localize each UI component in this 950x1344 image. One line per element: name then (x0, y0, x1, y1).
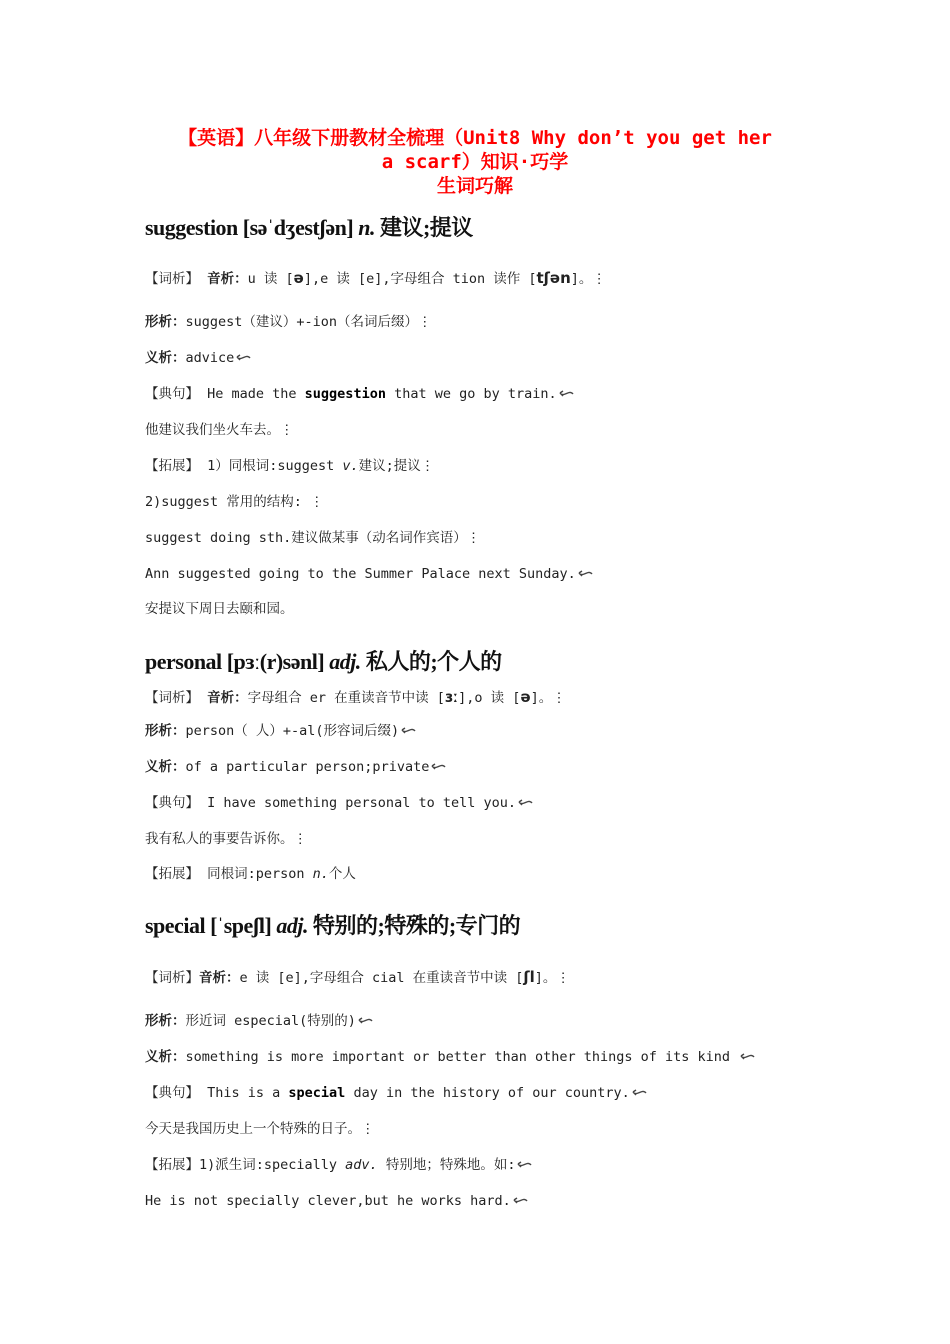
analysis-label: 【词析】 (145, 271, 199, 287)
extension-line (145, 1155, 532, 1175)
headword-meaning: 私人的;个人的 (365, 649, 502, 674)
extension-line (145, 1191, 528, 1211)
example-text: He made the (199, 386, 305, 402)
paragraph-return-mark-icon (631, 1088, 647, 1098)
headword-phonetic: [pɜː(r)sənl] (226, 649, 325, 674)
example-text: day in the history of our country. (345, 1085, 630, 1101)
sound-label: 音析： (207, 690, 248, 706)
sense-line (145, 1047, 755, 1067)
example-text: This is a (199, 1085, 289, 1101)
sense-line (145, 757, 446, 777)
headword-meaning: 特别的;特殊的;专门的 (313, 913, 521, 938)
phonetic-symbol: ɜː (444, 688, 459, 706)
paragraph-return-mark-icon (430, 762, 446, 772)
phonetic-symbol: ʃl (523, 968, 535, 986)
headword-phonetic: [ˈspeʃl] (210, 913, 272, 938)
headword-pos: adj. (329, 649, 361, 674)
analysis-line (145, 687, 566, 708)
extension-label: 【拓展】 (145, 458, 199, 474)
extension-line (145, 456, 434, 476)
extension-text: 1）同根词:suggest (199, 458, 343, 474)
example-line (145, 384, 574, 404)
example-label: 【典句】 (145, 386, 199, 402)
extension-text: 特别地；特殊地。如: (377, 1157, 516, 1173)
headword-special (145, 909, 520, 940)
extension-label: 【拓展】 (145, 866, 199, 882)
extension-text: He is not specially clever,but he works hard. (145, 1193, 511, 1209)
sound-text: ]。⋮ (534, 970, 570, 986)
paragraph-return-mark-icon (739, 1052, 755, 1062)
example-translation: 今天是我国历史上一个特殊的日子。⋮ (145, 1121, 375, 1137)
headword-suggestion (145, 211, 473, 242)
sound-label: 音析： (199, 970, 240, 986)
example-text: that we go by train. (385, 386, 557, 402)
example-text: I have something personal to tell you. (199, 795, 516, 811)
phonetic-symbol: ə (520, 688, 531, 706)
extension-line: 安提议下周日去颐和园。 (145, 601, 294, 617)
form-text: person（ 人）+-al(形容词后缀) (185, 723, 400, 739)
form-text: suggest（建议）+-ion（名词后缀）⋮ (185, 314, 432, 330)
form-line (145, 721, 416, 741)
extension-pos: v. (342, 458, 359, 474)
sound-text: ],o 读 [ (458, 690, 521, 706)
extension-text: Ann suggested going to the Summer Palace next Sunday. (145, 566, 576, 582)
headword-meaning: 建议;提议 (379, 215, 473, 240)
headword-text: suggestion (145, 215, 238, 240)
paragraph-return-mark-icon (577, 569, 593, 579)
analysis-label: 【词析】 (145, 970, 199, 986)
paragraph-return-mark-icon (558, 389, 574, 399)
sound-text: e 读 [e],字母组合 cial 在重读音节中读 [ (239, 970, 524, 986)
sound-text: ],e 读 [e],字母组合 tion 读作 [ (303, 271, 537, 287)
extension-line (145, 864, 356, 884)
headword-personal (145, 645, 502, 676)
sound-text: u 读 [ (247, 271, 294, 287)
headword-pos: n. (358, 215, 375, 240)
extension-line (145, 564, 593, 584)
paragraph-return-mark-icon (400, 726, 416, 736)
extension-pos: n. (312, 866, 329, 882)
sound-label: 音析： (207, 271, 248, 287)
headword-pos: adj. (276, 913, 308, 938)
sound-text: ]。⋮ (570, 271, 606, 287)
example-keyword: special (288, 1085, 346, 1101)
paragraph-return-mark-icon (357, 1016, 373, 1026)
section-heading: 生词巧解 (436, 175, 513, 197)
analysis-line (145, 967, 570, 988)
document-title-line-1: 【英语】八年级下册教材全梳理（Unit8 Why don’t you get her (178, 127, 772, 149)
sense-line (145, 348, 251, 368)
example-label: 【典句】 (145, 1085, 199, 1101)
form-text: 形近词 especial(特别的) (185, 1013, 356, 1029)
sound-text: 字母组合 er 在重读音节中读 [ (247, 690, 445, 706)
document-title-line-2: a scarf）知识·巧学 (381, 151, 569, 173)
extension-pos: adv. (345, 1157, 378, 1173)
form-line (145, 312, 432, 332)
extension-label: 【拓展】 (145, 1157, 199, 1173)
sense-label: 义析： (145, 1049, 186, 1065)
paragraph-return-mark-icon (516, 1160, 532, 1170)
sense-label: 义析： (145, 759, 186, 775)
extension-text: 建议;提议⋮ (358, 458, 435, 474)
extension-text: 1)派生词:specially (199, 1157, 346, 1173)
analysis-label: 【词析】 (145, 690, 199, 706)
extension-line: suggest doing sth.建议做某事（动名词作宾语）⋮ (145, 530, 481, 546)
headword-phonetic: [səˈdʒestʃən] (242, 215, 354, 240)
sense-text: something is more important or better than other things of its kind (185, 1049, 739, 1065)
phonetic-symbol: ə (293, 269, 304, 287)
sound-text: ]。⋮ (530, 690, 566, 706)
headword-text: personal (145, 649, 222, 674)
paragraph-return-mark-icon (512, 1196, 528, 1206)
example-keyword: suggestion (304, 386, 386, 402)
paragraph-return-mark-icon (235, 353, 251, 363)
example-line (145, 1083, 647, 1103)
phonetic-symbol: tʃən (536, 269, 571, 287)
extension-text: 个人 (328, 866, 356, 882)
analysis-line (145, 268, 606, 289)
sense-text: of a particular person;private (185, 759, 430, 775)
form-label: 形析： (145, 723, 186, 739)
form-label: 形析： (145, 1013, 186, 1029)
extension-text: 同根词:person (199, 866, 313, 882)
form-label: 形析： (145, 314, 186, 330)
paragraph-return-mark-icon (517, 798, 533, 808)
headword-text: special (145, 913, 206, 938)
example-line (145, 793, 533, 813)
sense-label: 义析： (145, 350, 186, 366)
example-translation: 我有私人的事要告诉你。⋮ (145, 831, 307, 847)
extension-line: 2)suggest 常用的结构: ⋮ (145, 494, 324, 510)
example-translation: 他建议我们坐火车去。⋮ (145, 422, 294, 438)
form-line (145, 1011, 373, 1031)
example-label: 【典句】 (145, 795, 199, 811)
sense-text: advice (185, 350, 235, 366)
